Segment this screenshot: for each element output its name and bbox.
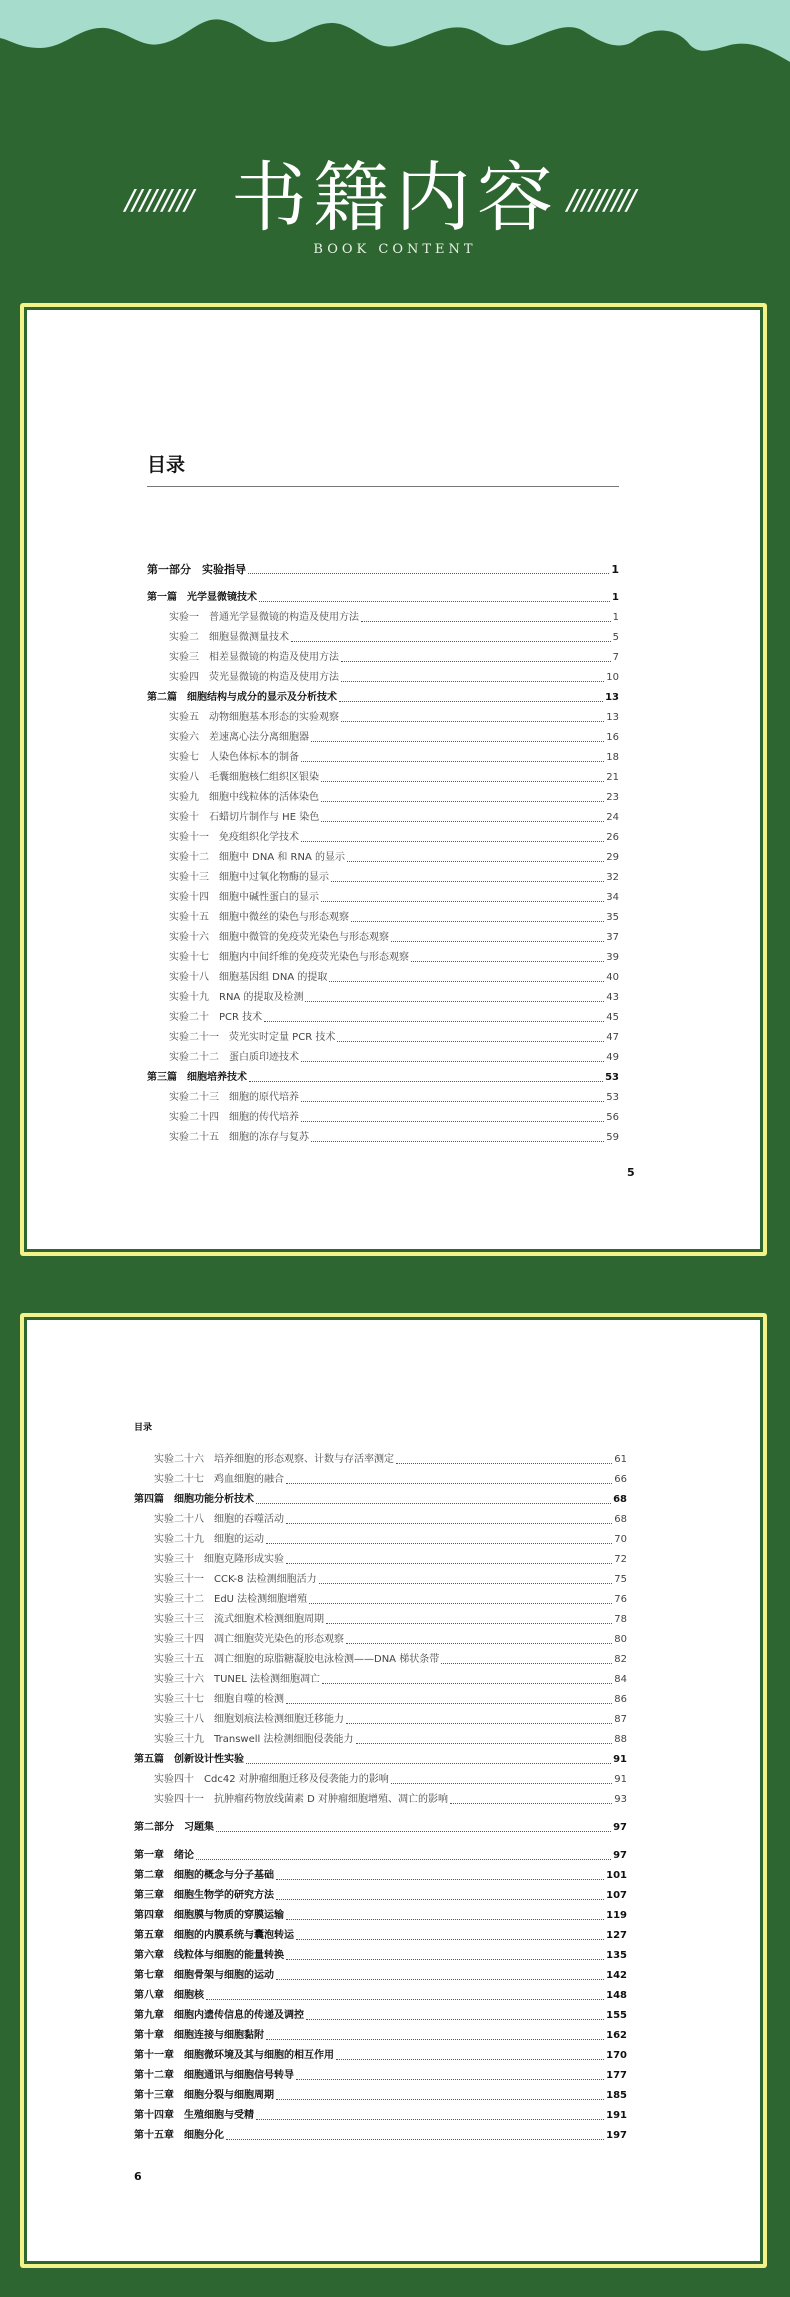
toc-entry-page-number: 24 bbox=[606, 812, 619, 823]
toc-entry-label: 实验九 细胞中线粒体的活体染色 bbox=[169, 792, 319, 803]
toc-entry-label: 第四篇 细胞功能分析技术 bbox=[134, 1494, 254, 1505]
toc-leader-dots bbox=[341, 661, 611, 662]
toc-entry-chapter bbox=[147, 588, 619, 608]
toc-leader-dots bbox=[326, 1623, 612, 1624]
book-page-2-frame bbox=[20, 1313, 767, 2268]
toc-entry-experiment bbox=[134, 1610, 627, 1630]
toc-entry-label: 第四章 细胞膜与物质的穿膜运输 bbox=[134, 1910, 284, 1921]
toc-leader-dots bbox=[339, 701, 603, 702]
slash-decoration-left: ///////// bbox=[125, 183, 192, 216]
toc-leader-dots bbox=[216, 1831, 611, 1832]
toc-entry-label: 实验四十一 抗肿瘤药物放线菌素 D 对肿瘤细胞增殖、凋亡的影响 bbox=[154, 1794, 449, 1805]
toc-entry-label: 实验二 细胞显微测量技术 bbox=[169, 632, 289, 643]
toc-leader-dots bbox=[311, 1141, 604, 1142]
toc-entry-page-number: 185 bbox=[606, 2090, 627, 2101]
toc-entry-label: 实验三十 细胞克隆形成实验 bbox=[154, 1554, 284, 1565]
toc-entry-chapter bbox=[134, 1986, 627, 2006]
toc-leader-dots bbox=[286, 1959, 604, 1960]
toc-entry-label: 实验十 石蜡切片制作与 HE 染色 bbox=[169, 812, 320, 823]
toc-entry-experiment bbox=[147, 628, 619, 648]
toc-leader-dots bbox=[286, 1919, 604, 1920]
toc-entry-page-number: 155 bbox=[606, 2010, 627, 2021]
toc-leader-dots bbox=[248, 573, 609, 574]
toc-entry-label: 第六章 线粒体与细胞的能量转换 bbox=[134, 1950, 284, 1961]
toc-entry-label: 实验三十八 细胞划痕法检测细胞迁移能力 bbox=[154, 1714, 344, 1725]
toc-entry-chapter bbox=[134, 1966, 627, 1986]
toc-leader-dots bbox=[286, 1523, 612, 1524]
toc-entry-experiment bbox=[147, 788, 619, 808]
toc-entry-label: 实验十四 细胞中碱性蛋白的显示 bbox=[169, 892, 319, 903]
toc-entry-page-number: 101 bbox=[606, 1870, 627, 1881]
toc-entry-page-number: 93 bbox=[614, 1794, 627, 1805]
page-number: 5 bbox=[627, 1166, 635, 1179]
toc-entry-experiment bbox=[134, 1730, 627, 1750]
toc-leader-dots bbox=[321, 901, 604, 902]
toc-entry-chapter bbox=[134, 1906, 627, 1926]
toc-entry-page-number: 5 bbox=[612, 632, 619, 643]
toc-leader-dots bbox=[441, 1663, 612, 1664]
toc-entry-experiment bbox=[147, 1128, 619, 1148]
toc-entry-label: 实验三 相差显微镜的构造及使用方法 bbox=[169, 652, 339, 663]
toc-leader-dots bbox=[396, 1463, 612, 1464]
toc-entry-experiment bbox=[134, 1450, 627, 1470]
toc-leader-dots bbox=[306, 2019, 604, 2020]
toc-leader-dots bbox=[337, 1041, 604, 1042]
toc-entry-label: 第七章 细胞骨架与细胞的运动 bbox=[134, 1970, 274, 1981]
toc-leader-dots bbox=[246, 1763, 611, 1764]
toc-entry-chapter bbox=[134, 2086, 627, 2106]
toc-divider bbox=[147, 486, 619, 487]
toc-entry-page-number: 142 bbox=[606, 1970, 627, 1981]
toc-entry-label: 实验六 差速离心法分离细胞器 bbox=[169, 732, 309, 743]
title-block bbox=[0, 153, 790, 257]
toc-entry-label: 实验二十八 细胞的吞噬活动 bbox=[154, 1514, 284, 1525]
toc-entry-label: 实验二十一 荧光实时定量 PCR 技术 bbox=[169, 1032, 336, 1043]
toc-entry-label: 第十五章 细胞分化 bbox=[134, 2130, 224, 2141]
toc-entry-label: 实验四十 Cdc42 对肿瘤细胞迁移及侵袭能力的影响 bbox=[154, 1774, 389, 1785]
toc-entry-experiment bbox=[147, 1108, 619, 1128]
toc-entry-page-number: 21 bbox=[606, 772, 619, 783]
toc-entry-experiment bbox=[134, 1630, 627, 1650]
toc-leader-dots bbox=[311, 741, 604, 742]
toc-entry-label: 第九章 细胞内遗传信息的传递及调控 bbox=[134, 2010, 304, 2021]
toc-entry-part bbox=[147, 560, 619, 580]
toc-entry-label: 第十章 细胞连接与细胞黏附 bbox=[134, 2030, 264, 2041]
toc-entry-label: 第一部分 实验指导 bbox=[147, 563, 246, 576]
toc-leader-dots bbox=[301, 1101, 604, 1102]
toc-entry-experiment bbox=[134, 1790, 627, 1810]
book-page-2 bbox=[27, 1320, 760, 2261]
toc-entry-page-number: 127 bbox=[606, 1930, 627, 1941]
toc-entry-experiment bbox=[147, 728, 619, 748]
toc-entry-experiment bbox=[147, 988, 619, 1008]
toc-entry-page-number: 61 bbox=[614, 1454, 627, 1465]
toc-entry-experiment bbox=[147, 968, 619, 988]
toc-entry-experiment bbox=[147, 1028, 619, 1048]
toc-leader-dots bbox=[305, 1001, 604, 1002]
toc-entry-page-number: 26 bbox=[606, 832, 619, 843]
toc-entry-page-number: 34 bbox=[606, 892, 619, 903]
toc-entry-page-number: 39 bbox=[606, 952, 619, 963]
toc-leader-dots bbox=[351, 921, 604, 922]
toc-entry-label: 实验二十四 细胞的传代培养 bbox=[169, 1112, 299, 1123]
toc-entry-label: 实验二十二 蛋白质印迹技术 bbox=[169, 1052, 299, 1063]
toc-leader-dots bbox=[341, 681, 604, 682]
toc-entry-label: 实验十八 细胞基因组 DNA 的提取 bbox=[169, 972, 328, 983]
toc-entry-experiment bbox=[147, 1088, 619, 1108]
toc-entry-page-number: 1 bbox=[612, 592, 619, 603]
toc-spacer bbox=[147, 580, 619, 588]
toc-leader-dots bbox=[276, 1979, 604, 1980]
toc-leader-dots bbox=[331, 881, 604, 882]
toc-entry-experiment bbox=[134, 1550, 627, 1570]
toc-entry-page-number: 7 bbox=[612, 652, 619, 663]
toc-entry-page-number: 37 bbox=[606, 932, 619, 943]
toc-entry-experiment bbox=[147, 668, 619, 688]
toc-entry-page-number: 91 bbox=[613, 1754, 627, 1765]
toc-entry-experiment bbox=[147, 608, 619, 628]
toc-entry-label: 第十二章 细胞通讯与细胞信号转导 bbox=[134, 2070, 294, 2081]
toc-leader-dots bbox=[249, 1081, 603, 1082]
toc-entry-experiment bbox=[147, 708, 619, 728]
book-page-1 bbox=[27, 310, 760, 1249]
toc-entry-experiment bbox=[147, 748, 619, 768]
toc-leader-dots bbox=[301, 1121, 604, 1122]
toc-leader-dots bbox=[391, 1783, 613, 1784]
toc-entry-page-number: 75 bbox=[614, 1574, 627, 1585]
toc-entry-chapter bbox=[134, 2126, 627, 2146]
toc-leader-dots bbox=[226, 2139, 604, 2140]
toc-entry-label: 实验三十二 EdU 法检测细胞增殖 bbox=[154, 1594, 308, 1605]
toc-entry-page-number: 148 bbox=[606, 1990, 627, 2001]
toc-entry-page-number: 170 bbox=[606, 2050, 627, 2061]
toc-leader-dots bbox=[256, 2119, 604, 2120]
toc-entry-label: 实验三十七 细胞自噬的检测 bbox=[154, 1694, 284, 1705]
toc-entry-page-number: 84 bbox=[614, 1674, 627, 1685]
toc-entry-experiment bbox=[134, 1470, 627, 1490]
toc-entry-page-number: 59 bbox=[606, 1132, 619, 1143]
toc-entry-page-number: 13 bbox=[606, 712, 619, 723]
toc-leader-dots bbox=[321, 821, 604, 822]
toc-leader-dots bbox=[341, 721, 604, 722]
toc-entry-page-number: 70 bbox=[614, 1534, 627, 1545]
toc-entry-label: 实验三十四 凋亡细胞荧光染色的形态观察 bbox=[154, 1634, 344, 1645]
toc-entry-chapter bbox=[134, 2066, 627, 2086]
toc-entry-page-number: 197 bbox=[606, 2130, 627, 2141]
toc-leader-dots bbox=[296, 1939, 604, 1940]
toc-entry-label: 实验三十三 流式细胞术检测细胞周期 bbox=[154, 1614, 324, 1625]
toc-entry-label: 实验四 荧光显微镜的构造及使用方法 bbox=[169, 672, 339, 683]
toc-entry-experiment bbox=[134, 1590, 627, 1610]
toc-leader-dots bbox=[296, 2079, 604, 2080]
toc-entry-experiment bbox=[134, 1690, 627, 1710]
toc-entry-page-number: 56 bbox=[606, 1112, 619, 1123]
toc-leader-dots bbox=[329, 981, 604, 982]
toc-leader-dots bbox=[346, 1643, 612, 1644]
toc-entry-label: 第五章 细胞的内膜系统与囊泡转运 bbox=[134, 1930, 294, 1941]
toc-entry-page-number: 43 bbox=[606, 992, 619, 1003]
toc-entry-experiment bbox=[147, 868, 619, 888]
toc-entry-experiment bbox=[134, 1650, 627, 1670]
toc-entry-page-number: 40 bbox=[606, 972, 619, 983]
toc-entry-page-number: 66 bbox=[614, 1474, 627, 1485]
toc-title: 目录 bbox=[147, 454, 186, 476]
toc-leader-dots bbox=[276, 1879, 604, 1880]
toc-entry-page-number: 13 bbox=[605, 692, 619, 703]
toc-entry-label: 实验十七 细胞内中间纤维的免疫荧光染色与形态观察 bbox=[169, 952, 409, 963]
toc-entry-label: 实验二十六 培养细胞的形态观察、计数与存活率测定 bbox=[154, 1454, 394, 1465]
toc-leader-dots bbox=[264, 1021, 604, 1022]
toc-entry-experiment bbox=[147, 1048, 619, 1068]
toc-entry-experiment bbox=[134, 1510, 627, 1530]
toc-entry-page-number: 162 bbox=[606, 2030, 627, 2041]
toc-leader-dots bbox=[411, 961, 604, 962]
toc-entry-experiment bbox=[147, 1008, 619, 1028]
toc-entry-label: 实验二十三 细胞的原代培养 bbox=[169, 1092, 299, 1103]
toc-list-page-2 bbox=[134, 1450, 627, 2146]
toc-entry-label: 实验一 普通光学显微镜的构造及使用方法 bbox=[169, 612, 359, 623]
toc-entry-page-number: 88 bbox=[614, 1734, 627, 1745]
toc-entry-chapter bbox=[134, 1926, 627, 1946]
toc-entry-page-number: 29 bbox=[606, 852, 619, 863]
toc-entry-label: 第三篇 细胞培养技术 bbox=[147, 1072, 247, 1083]
toc-entry-chapter bbox=[134, 2026, 627, 2046]
toc-entry-page-number: 1 bbox=[611, 563, 619, 576]
toc-leader-dots bbox=[206, 1999, 604, 2000]
toc-entry-label: 实验十五 细胞中微丝的染色与形态观察 bbox=[169, 912, 349, 923]
toc-spacer bbox=[134, 1810, 627, 1818]
toc-entry-experiment bbox=[147, 908, 619, 928]
toc-entry-label: 第十三章 细胞分裂与细胞周期 bbox=[134, 2090, 274, 2101]
toc-entry-chapter bbox=[134, 2106, 627, 2126]
toc-entry-chapter bbox=[147, 1068, 619, 1088]
toc-entry-chapter bbox=[134, 1886, 627, 1906]
slash-decoration-right: ///////// bbox=[567, 183, 634, 216]
toc-entry-page-number: 45 bbox=[606, 1012, 619, 1023]
toc-entry-page-number: 23 bbox=[606, 792, 619, 803]
toc-entry-experiment bbox=[134, 1570, 627, 1590]
toc-entry-page-number: 53 bbox=[605, 1072, 619, 1083]
toc-leader-dots bbox=[301, 841, 604, 842]
toc-leader-dots bbox=[322, 1683, 612, 1684]
toc-entry-label: 第一篇 光学显微镜技术 bbox=[147, 592, 257, 603]
toc-entry-part bbox=[134, 1818, 627, 1838]
toc-entry-label: 实验二十 PCR 技术 bbox=[169, 1012, 263, 1023]
toc-entry-label: 第五篇 创新设计性实验 bbox=[134, 1754, 244, 1765]
toc-entry-label: 实验三十一 CCK-8 法检测细胞活力 bbox=[154, 1574, 317, 1585]
toc-leader-dots bbox=[301, 1061, 604, 1062]
toc-entry-page-number: 10 bbox=[606, 672, 619, 683]
toc-entry-chapter bbox=[134, 1866, 627, 1886]
toc-entry-experiment bbox=[147, 948, 619, 968]
toc-entry-experiment bbox=[134, 1710, 627, 1730]
toc-entry-label: 实验十一 免疫组织化学技术 bbox=[169, 832, 299, 843]
toc-entry-label: 第二篇 细胞结构与成分的显示及分析技术 bbox=[147, 692, 337, 703]
toc-entry-page-number: 78 bbox=[614, 1614, 627, 1625]
toc-leader-dots bbox=[361, 621, 611, 622]
toc-entry-label: 实验二十七 鸡血细胞的融合 bbox=[154, 1474, 284, 1485]
toc-entry-page-number: 135 bbox=[606, 1950, 627, 1961]
toc-entry-experiment bbox=[134, 1530, 627, 1550]
toc-entry-experiment bbox=[147, 828, 619, 848]
toc-entry-page-number: 119 bbox=[606, 1910, 627, 1921]
toc-entry-chapter bbox=[134, 1750, 627, 1770]
toc-entry-chapter bbox=[134, 2046, 627, 2066]
toc-entry-chapter bbox=[134, 2006, 627, 2026]
toc-entry-experiment bbox=[147, 848, 619, 868]
toc-entry-label: 第二章 细胞的概念与分子基础 bbox=[134, 1870, 274, 1881]
toc-entry-page-number: 1 bbox=[612, 612, 619, 623]
toc-list-page-1 bbox=[147, 560, 619, 1148]
toc-leader-dots bbox=[256, 1503, 611, 1504]
toc-entry-page-number: 191 bbox=[606, 2110, 627, 2121]
page-number: 6 bbox=[134, 2170, 142, 2183]
toc-entry-label: 第八章 细胞核 bbox=[134, 1990, 204, 2001]
toc-leader-dots bbox=[291, 641, 611, 642]
toc-leader-dots bbox=[266, 1543, 612, 1544]
page-title: 书籍内容 bbox=[231, 153, 559, 242]
toc-entry-page-number: 53 bbox=[606, 1092, 619, 1103]
toc-entry-experiment bbox=[147, 928, 619, 948]
toc-leader-dots bbox=[259, 601, 610, 602]
toc-entry-experiment bbox=[134, 1670, 627, 1690]
toc-entry-label: 实验七 人染色体标本的制备 bbox=[169, 752, 299, 763]
toc-leader-dots bbox=[391, 941, 604, 942]
toc-entry-page-number: 18 bbox=[606, 752, 619, 763]
toc-leader-dots bbox=[336, 2059, 604, 2060]
toc-entry-label: 实验二十五 细胞的冻存与复苏 bbox=[169, 1132, 309, 1143]
toc-leader-dots bbox=[347, 861, 604, 862]
toc-leader-dots bbox=[450, 1803, 612, 1804]
toc-entry-page-number: 47 bbox=[606, 1032, 619, 1043]
toc-entry-page-number: 91 bbox=[614, 1774, 627, 1785]
toc-entry-chapter bbox=[134, 1490, 627, 1510]
toc-entry-page-number: 49 bbox=[606, 1052, 619, 1063]
toc-entry-label: 实验三十五 凋亡细胞的琼脂糖凝胶电泳检测——DNA 梯状条带 bbox=[154, 1654, 440, 1665]
toc-entry-label: 实验十二 细胞中 DNA 和 RNA 的显示 bbox=[169, 852, 346, 863]
toc-leader-dots bbox=[286, 1563, 612, 1564]
toc-entry-chapter bbox=[134, 1846, 627, 1866]
toc-entry-page-number: 86 bbox=[614, 1694, 627, 1705]
toc-entry-page-number: 177 bbox=[606, 2070, 627, 2081]
toc-entry-page-number: 35 bbox=[606, 912, 619, 923]
toc-entry-label: 实验三十九 Transwell 法检测细胞侵袭能力 bbox=[154, 1734, 354, 1745]
toc-entry-experiment bbox=[147, 808, 619, 828]
toc-leader-dots bbox=[301, 761, 604, 762]
toc-leader-dots bbox=[276, 2099, 604, 2100]
sky-wave-decoration bbox=[0, 0, 790, 110]
toc-entry-label: 实验十三 细胞中过氧化物酶的显示 bbox=[169, 872, 329, 883]
toc-entry-experiment bbox=[147, 768, 619, 788]
toc-entry-label: 实验八 毛囊细胞核仁组织区银染 bbox=[169, 772, 319, 783]
toc-entry-page-number: 80 bbox=[614, 1634, 627, 1645]
toc-entry-label: 第十四章 生殖细胞与受精 bbox=[134, 2110, 254, 2121]
toc-entry-label: 第二部分 习题集 bbox=[134, 1822, 214, 1833]
toc-entry-label: 实验二十九 细胞的运动 bbox=[154, 1534, 264, 1545]
toc-entry-chapter bbox=[147, 688, 619, 708]
toc-leader-dots bbox=[321, 781, 604, 782]
toc-entry-label: 第三章 细胞生物学的研究方法 bbox=[134, 1890, 274, 1901]
toc-leader-dots bbox=[321, 801, 604, 802]
toc-leader-dots bbox=[356, 1743, 613, 1744]
toc-entry-page-number: 32 bbox=[606, 872, 619, 883]
toc-leader-dots bbox=[276, 1899, 604, 1900]
page-subtitle: BOOK CONTENT bbox=[313, 242, 477, 257]
toc-entry-experiment bbox=[134, 1770, 627, 1790]
toc-entry-page-number: 76 bbox=[614, 1594, 627, 1605]
toc-leader-dots bbox=[266, 2039, 604, 2040]
toc-entry-page-number: 107 bbox=[606, 1890, 627, 1901]
toc-leader-dots bbox=[286, 1703, 612, 1704]
page-header bbox=[0, 0, 790, 300]
toc-entry-experiment bbox=[147, 888, 619, 908]
toc-entry-label: 实验十九 RNA 的提取及检测 bbox=[169, 992, 304, 1003]
toc-leader-dots bbox=[286, 1483, 612, 1484]
toc-entry-experiment bbox=[147, 648, 619, 668]
toc-entry-label: 实验三十六 TUNEL 法检测细胞凋亡 bbox=[154, 1674, 320, 1685]
toc-entry-page-number: 68 bbox=[613, 1494, 627, 1505]
toc-entry-page-number: 16 bbox=[606, 732, 619, 743]
toc-entry-label: 实验五 动物细胞基本形态的实验观察 bbox=[169, 712, 339, 723]
toc-entry-chapter bbox=[134, 1946, 627, 1966]
book-page-1-frame bbox=[20, 303, 767, 1256]
toc-entry-label: 第一章 绪论 bbox=[134, 1850, 194, 1861]
toc-leader-dots bbox=[319, 1583, 613, 1584]
toc-entry-label: 实验十六 细胞中微管的免疫荧光染色与形态观察 bbox=[169, 932, 389, 943]
toc-entry-page-number: 68 bbox=[614, 1514, 627, 1525]
toc-leader-dots bbox=[346, 1723, 612, 1724]
toc-entry-page-number: 97 bbox=[613, 1850, 627, 1861]
toc-entry-page-number: 72 bbox=[614, 1554, 627, 1565]
toc-entry-page-number: 82 bbox=[614, 1654, 627, 1665]
toc-entry-page-number: 97 bbox=[613, 1822, 627, 1833]
toc-spacer bbox=[134, 1838, 627, 1846]
toc-entry-page-number: 87 bbox=[614, 1714, 627, 1725]
running-header: 目录 bbox=[134, 1423, 153, 1433]
toc-entry-label: 第十一章 细胞微环境及其与细胞的相互作用 bbox=[134, 2050, 334, 2061]
toc-leader-dots bbox=[196, 1859, 611, 1860]
toc-leader-dots bbox=[309, 1603, 612, 1604]
